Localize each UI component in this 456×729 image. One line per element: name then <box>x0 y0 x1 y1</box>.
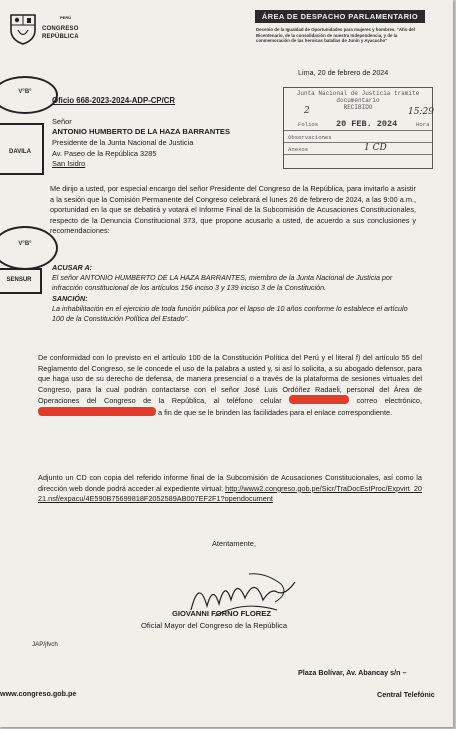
institution-line1: CONGRESO <box>42 26 79 32</box>
paragraph-attachment <box>38 473 422 505</box>
footer-phone: Central Telefónic <box>377 690 435 699</box>
institution-line2: REPÚBLICA <box>42 34 79 40</box>
side-stamp-label: DAVILA <box>9 149 31 155</box>
paragraph-defense-a: De conformidad con lo previsto en el artículo 100 de la Constitución Política del Perú y el literal f) del artículo 55 del Reglamento del Congreso, se le concede el uso de la palabra a usted y, si así lo solicita, a su abogado defensor, para que haga uso de su derecho de defensa, de manera presencial o a través de la plataforma de sesiones virtuales del Congreso, para la cual podrán contactarse con el señor José Luis Ordóñez Radaeli, personal del Área de Operaciones del Congreso de la República, al teléfono celular <box>38 353 422 406</box>
reference-initials: JAP/jfvch <box>32 641 58 648</box>
receipt-divider <box>284 154 432 155</box>
receipt-divider <box>284 142 432 143</box>
sanction-label: SANCIÓN: <box>52 294 88 303</box>
side-stamp <box>0 268 42 294</box>
receipt-stamp <box>283 87 433 169</box>
paragraph-defense <box>38 353 422 419</box>
institution-name <box>42 25 79 41</box>
sanction-text: La inhabilitación en el ejercicio de toda función pública por el lapso de 10 años conforme lo establece el artículo 100 de la Constitución Política del Estado". <box>52 304 408 323</box>
side-stamp-label: V°B° <box>18 89 32 95</box>
recipient-role: Presidente de la Junta Nacional de Justicia <box>52 138 194 147</box>
recipient-street: Av. Paseo de la República 3285 <box>52 149 157 158</box>
institution-small: PERÚ <box>60 15 72 20</box>
anexos-label: Anexos <box>288 146 309 153</box>
side-stamp <box>0 123 44 175</box>
paragraph-defense-c: a fin de que se le brinden las facilidades para el enlace correspondiente. <box>158 407 393 417</box>
folios-value: 2 <box>304 106 310 116</box>
receipt-line1: Junta Nacional de Justicia tramite <box>296 90 420 97</box>
accusation-block <box>52 263 416 324</box>
document-number: Oficio 668-2023-2024-ADP-CP/CR <box>52 96 176 105</box>
hora-value: 15:29 <box>408 107 434 117</box>
congress-seal-icon <box>8 12 38 46</box>
anexos-value: 1 CD <box>364 143 387 153</box>
congress-logo <box>8 12 86 48</box>
department-banner: ÁREA DE DESPACHO PARLAMENTARIO <box>255 10 425 23</box>
redaction-email <box>38 407 156 416</box>
hora-label: Hora <box>416 121 430 128</box>
receipt-date: 20 FEB. 2024 <box>336 119 398 129</box>
accuse-text: El señor ANTONIO HUMBERTO DE LA HAZA BARRANTES, miembro de la Junta Nacional de Justicia por infracción constitucional de los artículos 156 inciso 3 y 139 inciso 3 de la Constitución. <box>52 273 393 292</box>
paragraph-invitation: Me dirijo a usted, por especial encargo del señor Presidente del Congreso de la República, para invitarlo a asistir a la sesión que la Comisión Permanente del Congreso celebrará el lunes 26 de febrero de 2024, a las 9:00 a.m., oportunidad en la que se debatirá y votará el Informe Final de la Subcomisión de Acusaciones Constitucionales, respecto de la Denuncia Constitucional 373, que propone acusarlo a usted, de acuerdo a sus conclusiones y recomendaciones: <box>50 184 416 236</box>
receipt-line2: documentario <box>336 97 380 104</box>
recipient-name-text: ANTONIO HUMBERTO DE LA HAZA BARRANTES <box>52 127 231 136</box>
footer-website[interactable]: www.congreso.gob.pe <box>0 689 77 698</box>
side-stamp-label: V°B° <box>18 241 32 247</box>
paragraph-defense-b: correo electrónico, <box>356 396 423 406</box>
letter-date: Lima, 20 de febrero de 2024 <box>298 68 389 77</box>
side-stamp <box>0 76 58 114</box>
redaction-phone <box>289 395 349 404</box>
folios-label: Folios <box>298 121 319 128</box>
recipient-district: San Isidro <box>52 159 86 168</box>
accuse-label: ACUSAR A: <box>52 263 93 272</box>
paragraph-attachment-text: Adjunto un CD con copia del referido informe final de la Subcomisión de Acusaciones Constitucionales, así como la dirección web donde podrá acceder al expediente virtual: <box>38 473 422 493</box>
receipt-line3: RECIBIDO <box>343 104 373 111</box>
decade-text: Decenio de la Igualdad de Oportunidades para mujeres y hombres. "Año del Bicentenario, de la consolidación de nuestra Independencia, y de la conmemoración de las heroicas batallas de Junín y Ayacucho" <box>256 27 415 44</box>
footer-address: Plaza Bolívar, Av. Abancay s/n – <box>298 668 407 677</box>
closing: Atentamente, <box>212 539 256 548</box>
signer-title: Oficial Mayor del Congreso de la República <box>141 621 288 630</box>
observaciones-label: Observaciones <box>288 134 332 141</box>
receipt-divider <box>284 130 432 131</box>
signer-name: GIOVANNI FORNO FLOREZ <box>172 609 271 618</box>
salutation: Señor <box>52 117 72 126</box>
recipient-name <box>52 127 230 137</box>
expediente-link[interactable]: http://www2.congreso.gob.pe/Sicr/TraDocEstProc/Expvirt_2021.nsf/expacu/4E590B75699818F2052589AB007EF2F1?opendocument <box>38 483 422 504</box>
side-stamp-label: SENSUR <box>6 277 32 283</box>
